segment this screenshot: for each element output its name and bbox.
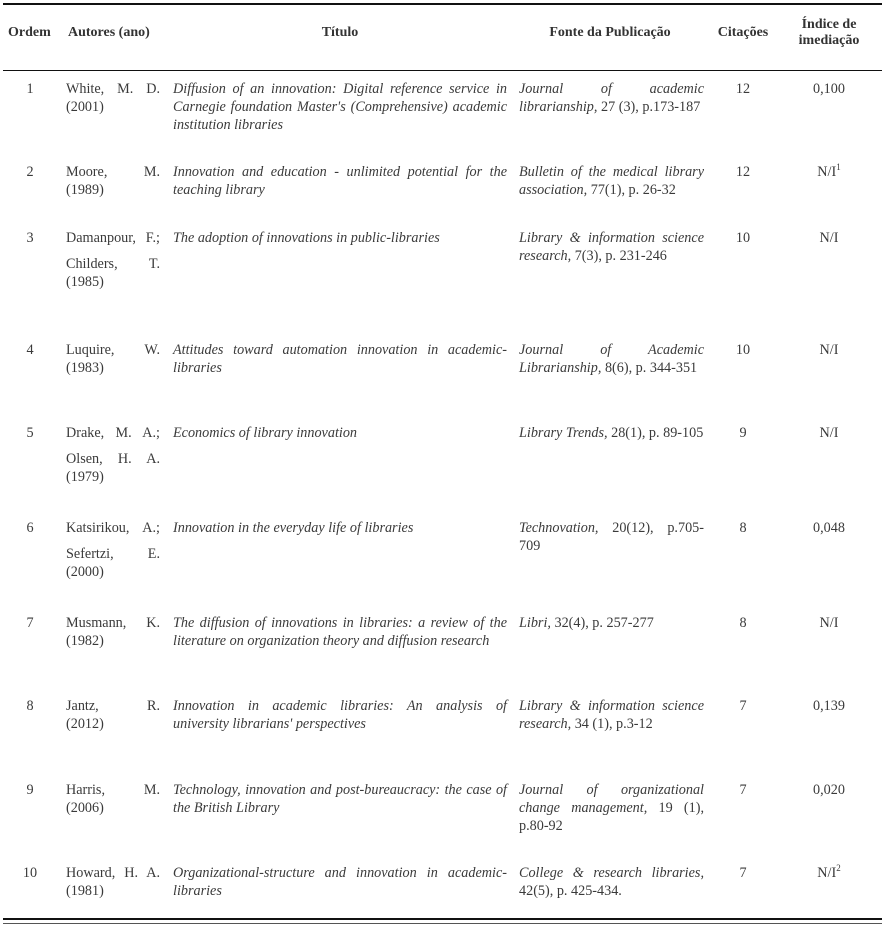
author-line: (1983) xyxy=(66,360,104,376)
cell-titulo: The diffusion of innovations in libraries: a review of the literature on organization theory and diffusion research xyxy=(173,615,507,649)
indice-value: N/I xyxy=(817,164,837,180)
fonte-journal: Bulletin of the medical library association, xyxy=(519,164,704,198)
cell-titulo: Innovation in academic libraries: An analysis of university librarians' perspectives xyxy=(173,698,507,732)
fonte-journal: Technovation, xyxy=(519,520,599,536)
cell-ordem: 9 xyxy=(26,782,34,798)
author-line: (1985) xyxy=(66,274,104,290)
indice-value: N/I xyxy=(819,230,839,246)
fonte-journal: Library & information science research, xyxy=(519,698,704,732)
fonte-details: 20(12), p.705-709 xyxy=(519,520,704,554)
fonte-details: 34 (1), p.3-12 xyxy=(571,716,653,732)
author-line: (2006) xyxy=(66,800,104,816)
cell-fonte xyxy=(519,80,704,116)
header-titulo: Título xyxy=(321,25,359,40)
bottom-rule xyxy=(3,918,882,920)
author-line: Luquire, W. xyxy=(66,342,160,358)
cell-indice xyxy=(779,519,879,537)
author-line: Katsirikou, A.; xyxy=(66,520,160,536)
indice-value: N/I xyxy=(817,865,837,881)
author-line: (1982) xyxy=(66,633,104,649)
header-indice-line2: imediação xyxy=(798,33,860,48)
author-line: (1989) xyxy=(66,182,104,198)
cell-ordem: 7 xyxy=(26,615,34,631)
cell-ordem: 10 xyxy=(22,865,38,881)
indice-value: N/I xyxy=(819,615,839,631)
cell-titulo: Technology, innovation and post-bureaucracy: the case of the British Library xyxy=(173,782,507,816)
author-line: Harris, M. xyxy=(66,782,160,798)
indice-value: N/I xyxy=(819,425,839,441)
header-indice-line1: Índice de xyxy=(801,17,857,32)
fonte-details: 27 (3), p.173-187 xyxy=(597,99,701,115)
fonte-journal: Libri, xyxy=(519,615,551,631)
cell-titulo: Economics of library innovation xyxy=(173,425,358,441)
cell-ordem: 1 xyxy=(26,81,34,97)
bottom-rule-thin xyxy=(3,923,882,924)
cell-titulo: The adoption of innovations in public-libraries xyxy=(173,230,440,246)
fonte-journal: Journal of organizational change management, xyxy=(519,782,704,816)
cell-citacoes: 8 xyxy=(739,615,747,631)
fonte-details: 28(1), p. 89-105 xyxy=(607,425,704,441)
header-autores: Autores (ano) xyxy=(68,25,150,40)
cell-autores xyxy=(66,229,160,291)
cell-fonte xyxy=(519,614,704,632)
footnote-marker: 1 xyxy=(836,162,841,172)
cell-indice xyxy=(779,697,879,715)
cell-indice xyxy=(779,80,879,98)
cell-citacoes: 10 xyxy=(735,230,751,246)
fonte-details: 19 (1), p.80-92 xyxy=(519,800,704,834)
cell-fonte xyxy=(519,341,704,377)
author-line: Olsen, H. A. xyxy=(66,451,160,467)
cell-autores xyxy=(66,697,160,733)
author-line: (1981) xyxy=(66,883,104,899)
fonte-journal: Journal of academic librarianship, xyxy=(519,81,704,115)
indice-value: 0,100 xyxy=(813,81,845,97)
author-line: Damanpour, F.; xyxy=(66,230,160,246)
cell-fonte xyxy=(519,519,704,555)
cell-autores xyxy=(66,614,160,650)
cell-autores xyxy=(66,781,160,817)
cell-titulo: Organizational-structure and innovation in academic-libraries xyxy=(173,865,507,899)
cell-autores xyxy=(66,163,160,199)
cell-fonte xyxy=(519,163,704,199)
fonte-journal: Library Trends, xyxy=(519,425,608,441)
cell-citacoes: 7 xyxy=(739,865,747,881)
cell-indice xyxy=(779,614,879,632)
cell-citacoes: 12 xyxy=(735,164,751,180)
cell-titulo: Diffusion of an innovation: Digital reference service in Carnegie foundation Master's (Comprehensive) academic institution libraries xyxy=(173,81,507,133)
cell-citacoes: 7 xyxy=(739,782,747,798)
cell-ordem: 5 xyxy=(26,425,34,441)
fonte-journal: College & research libraries, xyxy=(519,865,704,881)
header-citacoes: Citações xyxy=(717,25,769,40)
indice-value: 0,048 xyxy=(813,520,845,536)
fonte-details: 7(3), p. 231-246 xyxy=(571,248,667,264)
cell-autores xyxy=(66,424,160,486)
header-ordem: Ordem xyxy=(8,25,51,40)
author-line: Jantz, R. xyxy=(66,698,160,714)
author-line: Drake, M. A.; xyxy=(66,425,160,441)
cell-ordem: 2 xyxy=(26,164,34,180)
author-line: Howard, H. A. xyxy=(66,865,160,881)
cell-autores xyxy=(66,864,160,900)
author-line: (1979) xyxy=(66,469,104,485)
cell-indice xyxy=(779,424,879,442)
author-line: White, M. D. xyxy=(66,81,160,97)
cell-titulo: Innovation in the everyday life of libraries xyxy=(173,520,414,536)
top-rule xyxy=(3,3,882,5)
cell-ordem: 8 xyxy=(26,698,34,714)
cell-fonte xyxy=(519,229,704,265)
cell-indice xyxy=(779,864,879,882)
header-fonte: Fonte da Publicação xyxy=(549,25,671,40)
author-line: Childers, T. xyxy=(66,256,160,272)
author-line: (2012) xyxy=(66,716,104,732)
fonte-details: 77(1), p. 26-32 xyxy=(587,182,676,198)
fonte-details: 42(5), p. 425-434. xyxy=(519,883,622,899)
fonte-journal: Library & information science research, xyxy=(519,230,704,264)
author-line: Sefertzi, E. xyxy=(66,546,160,562)
cell-fonte xyxy=(519,864,704,900)
cell-indice xyxy=(779,229,879,247)
indice-value: N/I xyxy=(819,342,839,358)
fonte-details: 32(4), p. 257-277 xyxy=(550,615,654,631)
cell-citacoes: 10 xyxy=(735,342,751,358)
cell-ordem: 4 xyxy=(26,342,34,358)
cell-citacoes: 9 xyxy=(739,425,747,441)
cell-autores xyxy=(66,341,160,377)
fonte-details: 8(6), p. 344-351 xyxy=(601,360,698,376)
author-line: (2001) xyxy=(66,99,104,115)
footnote-marker: 2 xyxy=(836,863,841,873)
fonte-journal: Journal of Academic Librarianship, xyxy=(519,342,704,376)
cell-citacoes: 8 xyxy=(739,520,747,536)
cell-citacoes: 7 xyxy=(739,698,747,714)
cell-autores xyxy=(66,80,160,116)
cell-indice xyxy=(779,341,879,359)
author-line: Moore, M. xyxy=(66,164,160,180)
author-line: Musmann, K. xyxy=(66,615,160,631)
cell-titulo: Innovation and education - unlimited potential for the teaching library xyxy=(173,164,507,198)
cell-ordem: 6 xyxy=(26,520,34,536)
header-rule xyxy=(3,70,882,71)
cell-indice xyxy=(779,163,879,181)
cell-titulo: Attitudes toward automation innovation in academic-libraries xyxy=(173,342,507,376)
cell-fonte xyxy=(519,424,704,442)
indice-value: 0,139 xyxy=(813,698,845,714)
cell-citacoes: 12 xyxy=(735,81,751,97)
cell-fonte xyxy=(519,781,704,835)
cell-ordem: 3 xyxy=(26,230,34,246)
cell-indice xyxy=(779,781,879,799)
cell-autores xyxy=(66,519,160,581)
cell-fonte xyxy=(519,697,704,733)
header-indice xyxy=(783,17,875,49)
author-line: (2000) xyxy=(66,564,104,580)
indice-value: 0,020 xyxy=(813,782,845,798)
